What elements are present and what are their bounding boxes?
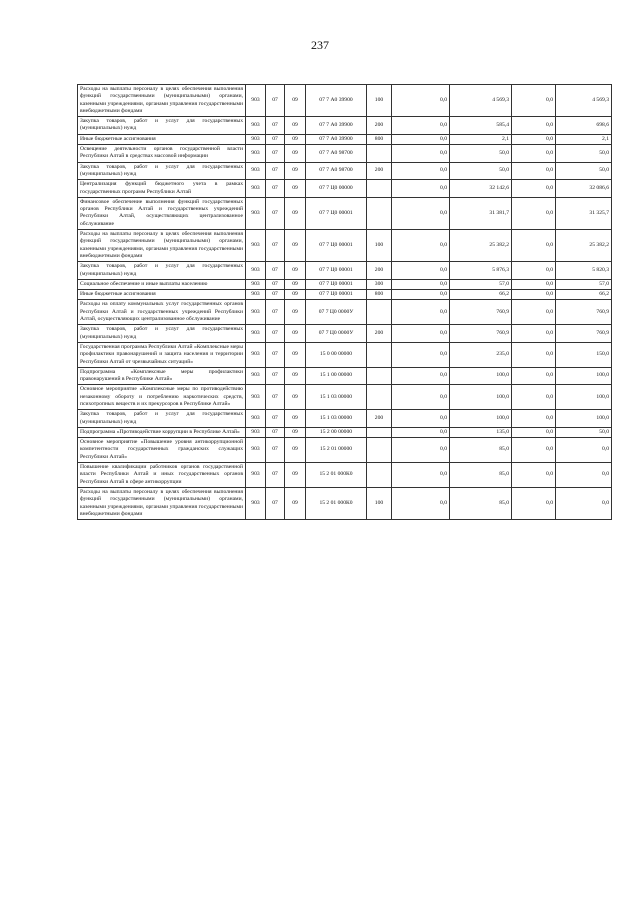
expense-type-cell: 800 (367, 134, 392, 144)
amount-2-cell: 85,0 (450, 463, 512, 488)
amount-1-cell: 0,0 (392, 262, 450, 280)
table-row (78, 385, 612, 410)
amount-3-cell: 0,0 (512, 438, 556, 463)
expense-name-cell: Основное мероприятие «Комплексные меры по противодействию незаконному обороту и потреблению наркотических средств, психотропных веществ и их прекурсоров в Республике Алтай» (78, 385, 246, 410)
section-code-cell: 07 (266, 134, 285, 144)
amount-2-cell: 760,9 (450, 325, 512, 343)
amount-4-cell: 25 382,2 (556, 230, 612, 262)
amount-2-cell: 100,0 (450, 410, 512, 428)
section-code-cell: 07 (266, 300, 285, 325)
target-article-cell: 07 7 Ц0 00001 (306, 290, 367, 300)
target-article-cell: 15 1 03 00000 (306, 385, 367, 410)
expense-type-cell (367, 367, 392, 385)
amount-4-cell: 760,9 (556, 325, 612, 343)
amount-1-cell: 0,0 (392, 487, 450, 519)
table-row (78, 117, 612, 135)
expense-name-cell: Государственная программа Республики Алтай «Комплексные меры профилактики правонарушений и защита населения и территории Республики Алтай от чрезвычайных ситуаций» (78, 342, 246, 367)
admin-code-cell: 903 (246, 117, 266, 135)
amount-2-cell: 585,4 (450, 117, 512, 135)
expense-type-cell (367, 197, 392, 229)
expense-type-cell: 100 (367, 85, 392, 117)
section-code-cell: 07 (266, 230, 285, 262)
amount-4-cell: 0,0 (556, 463, 612, 488)
section-code-cell: 07 (266, 290, 285, 300)
amount-3-cell: 0,0 (512, 342, 556, 367)
amount-2-cell: 31 381,7 (450, 197, 512, 229)
expense-type-cell (367, 300, 392, 325)
expense-name-cell: Подпрограмма «Противодействие коррупции в Республике Алтай» (78, 427, 246, 437)
subsection-code-cell: 09 (285, 300, 306, 325)
table-row (78, 180, 612, 198)
amount-3-cell: 0,0 (512, 367, 556, 385)
amount-3-cell: 0,0 (512, 145, 556, 163)
section-code-cell: 07 (266, 385, 285, 410)
amount-4-cell: 31 325,7 (556, 197, 612, 229)
admin-code-cell: 903 (246, 487, 266, 519)
expense-type-cell: 300 (367, 279, 392, 289)
table-row (78, 145, 612, 163)
subsection-code-cell: 09 (285, 145, 306, 163)
expense-name-cell: Расходы на выплаты персоналу в целях обеспечения выполнения функций государственными (муниципальными) органами, казенными учреждениями, органами управления государственными внебюджетными фондами (78, 230, 246, 262)
section-code-cell: 07 (266, 180, 285, 198)
table-row (78, 410, 612, 428)
subsection-code-cell: 09 (285, 342, 306, 367)
admin-code-cell: 903 (246, 342, 266, 367)
amount-1-cell: 0,0 (392, 463, 450, 488)
target-article-cell: 15 2 00 00000 (306, 427, 367, 437)
expense-name-cell: Закупка товаров, работ и услуг для государственных (муниципальных) нужд (78, 117, 246, 135)
admin-code-cell: 903 (246, 262, 266, 280)
subsection-code-cell: 09 (285, 410, 306, 428)
table-row (78, 367, 612, 385)
subsection-code-cell: 09 (285, 180, 306, 198)
amount-2-cell: 32 142,6 (450, 180, 512, 198)
amount-3-cell: 0,0 (512, 279, 556, 289)
table-row (78, 325, 612, 343)
amount-3-cell: 0,0 (512, 487, 556, 519)
section-code-cell: 07 (266, 279, 285, 289)
target-article-cell: 15 2 01 000К0 (306, 487, 367, 519)
admin-code-cell: 903 (246, 230, 266, 262)
admin-code-cell: 903 (246, 325, 266, 343)
amount-3-cell: 0,0 (512, 180, 556, 198)
expense-type-cell: 200 (367, 325, 392, 343)
amount-3-cell: 0,0 (512, 427, 556, 437)
amount-3-cell: 0,0 (512, 410, 556, 428)
subsection-code-cell: 09 (285, 367, 306, 385)
subsection-code-cell: 09 (285, 134, 306, 144)
budget-table (77, 84, 612, 520)
expense-type-cell (367, 385, 392, 410)
expense-type-cell (367, 342, 392, 367)
subsection-code-cell: 09 (285, 463, 306, 488)
admin-code-cell: 903 (246, 279, 266, 289)
expense-type-cell (367, 463, 392, 488)
table-row (78, 300, 612, 325)
expense-name-cell: Централизация функций бюджетного учета в рамках государственных программ Республики Алтай (78, 180, 246, 198)
amount-4-cell: 760,9 (556, 300, 612, 325)
amount-1-cell: 0,0 (392, 427, 450, 437)
expense-type-cell: 200 (367, 262, 392, 280)
admin-code-cell: 903 (246, 197, 266, 229)
table-row (78, 463, 612, 488)
admin-code-cell: 903 (246, 145, 266, 163)
amount-2-cell: 100,0 (450, 385, 512, 410)
amount-3-cell: 0,0 (512, 117, 556, 135)
expense-type-cell: 200 (367, 162, 392, 180)
expense-name-cell: Закупка товаров, работ и услуг для государственных (муниципальных) нужд (78, 162, 246, 180)
table-row (78, 197, 612, 229)
amount-1-cell: 0,0 (392, 85, 450, 117)
amount-1-cell: 0,0 (392, 197, 450, 229)
amount-4-cell: 50,0 (556, 145, 612, 163)
section-code-cell: 07 (266, 117, 285, 135)
target-article-cell: 07 7 А0 39900 (306, 85, 367, 117)
table-row (78, 427, 612, 437)
expense-name-cell: Закупка товаров, работ и услуг для государственных (муниципальных) нужд (78, 262, 246, 280)
expense-name-cell: Социальное обеспечение и иные выплаты населению (78, 279, 246, 289)
amount-3-cell: 0,0 (512, 385, 556, 410)
table-row (78, 162, 612, 180)
amount-3-cell: 0,0 (512, 300, 556, 325)
amount-1-cell: 0,0 (392, 300, 450, 325)
table-row (78, 438, 612, 463)
expense-type-cell: 200 (367, 117, 392, 135)
subsection-code-cell: 09 (285, 427, 306, 437)
amount-1-cell: 0,0 (392, 385, 450, 410)
budget-table-body (78, 85, 612, 520)
expense-type-cell (367, 427, 392, 437)
amount-1-cell: 0,0 (392, 290, 450, 300)
expense-type-cell (367, 180, 392, 198)
section-code-cell: 07 (266, 145, 285, 163)
table-row (78, 290, 612, 300)
amount-4-cell: 50,0 (556, 427, 612, 437)
table-row (78, 85, 612, 117)
amount-4-cell: 57,0 (556, 279, 612, 289)
amount-4-cell: 698,6 (556, 117, 612, 135)
table-row (78, 279, 612, 289)
subsection-code-cell: 09 (285, 85, 306, 117)
amount-2-cell: 50,0 (450, 145, 512, 163)
amount-4-cell: 32 086,6 (556, 180, 612, 198)
expense-type-cell: 100 (367, 230, 392, 262)
section-code-cell: 07 (266, 427, 285, 437)
subsection-code-cell: 09 (285, 325, 306, 343)
amount-2-cell: 50,0 (450, 162, 512, 180)
admin-code-cell: 903 (246, 134, 266, 144)
expense-name-cell: Иные бюджетные ассигнования (78, 290, 246, 300)
amount-4-cell: 0,0 (556, 487, 612, 519)
target-article-cell: 07 7 Ц0 0000У (306, 300, 367, 325)
expense-name-cell: Финансовое обеспечение выполнения функций государственных органов Республики Алтай и государственных учреждений Республики Алтай, осуществляющих централизованное обслуживание (78, 197, 246, 229)
amount-2-cell: 66,2 (450, 290, 512, 300)
subsection-code-cell: 09 (285, 162, 306, 180)
target-article-cell: 07 7 Ц0 0000У (306, 325, 367, 343)
amount-2-cell: 5 876,3 (450, 262, 512, 280)
target-article-cell: 07 7 Ц0 00001 (306, 262, 367, 280)
target-article-cell: 07 7 А0 39900 (306, 117, 367, 135)
section-code-cell: 07 (266, 85, 285, 117)
target-article-cell: 07 7 А0 39900 (306, 134, 367, 144)
subsection-code-cell: 09 (285, 197, 306, 229)
amount-3-cell: 0,0 (512, 325, 556, 343)
admin-code-cell: 903 (246, 290, 266, 300)
amount-4-cell: 50,0 (556, 162, 612, 180)
target-article-cell: 15 2 01 00000 (306, 438, 367, 463)
table-row (78, 262, 612, 280)
amount-3-cell: 0,0 (512, 230, 556, 262)
amount-1-cell: 0,0 (392, 342, 450, 367)
expense-name-cell: Закупка товаров, работ и услуг для государственных (муниципальных) нужд (78, 410, 246, 428)
amount-4-cell: 0,0 (556, 438, 612, 463)
target-article-cell: 07 7 Ц0 00000 (306, 180, 367, 198)
expense-name-cell: Основное мероприятие «Повышение уровня антикоррупционной компетентности государственных гражданских служащих Республики Алтай» (78, 438, 246, 463)
target-article-cell: 07 7 Ц0 00001 (306, 230, 367, 262)
expense-name-cell: Освещение деятельности органов государственной власти Республики Алтай в средствах массовой информации (78, 145, 246, 163)
admin-code-cell: 903 (246, 162, 266, 180)
subsection-code-cell: 09 (285, 230, 306, 262)
amount-4-cell: 100,0 (556, 367, 612, 385)
subsection-code-cell: 09 (285, 262, 306, 280)
expense-name-cell: Закупка товаров, работ и услуг для государственных (муниципальных) нужд (78, 325, 246, 343)
amount-4-cell: 2,1 (556, 134, 612, 144)
amount-1-cell: 0,0 (392, 134, 450, 144)
table-row (78, 342, 612, 367)
expense-name-cell: Подпрограмма «Комплексные меры профилактики правонарушений в Республике Алтай» (78, 367, 246, 385)
expense-type-cell: 100 (367, 487, 392, 519)
table-row (78, 230, 612, 262)
subsection-code-cell: 09 (285, 438, 306, 463)
amount-2-cell: 760,9 (450, 300, 512, 325)
amount-2-cell: 135,0 (450, 427, 512, 437)
expense-name-cell: Расходы на выплаты персоналу в целях обеспечения выполнения функций государственными (муниципальными) органами, казенными учреждениями, органами управления государственными внебюджетными фондами (78, 85, 246, 117)
amount-4-cell: 150,0 (556, 342, 612, 367)
section-code-cell: 07 (266, 438, 285, 463)
admin-code-cell: 903 (246, 367, 266, 385)
amount-1-cell: 0,0 (392, 279, 450, 289)
amount-1-cell: 0,0 (392, 438, 450, 463)
section-code-cell: 07 (266, 262, 285, 280)
expense-name-cell: Расходы на выплаты персоналу в целях обеспечения выполнения функций государственными (муниципальными) органами, казенными учреждениями, органами управления государственными внебюджетными фондами (78, 487, 246, 519)
amount-4-cell: 100,0 (556, 410, 612, 428)
amount-1-cell: 0,0 (392, 180, 450, 198)
expense-type-cell (367, 438, 392, 463)
target-article-cell: 07 7 А0 98700 (306, 145, 367, 163)
amount-3-cell: 0,0 (512, 85, 556, 117)
admin-code-cell: 903 (246, 385, 266, 410)
section-code-cell: 07 (266, 162, 285, 180)
amount-1-cell: 0,0 (392, 367, 450, 385)
amount-1-cell: 0,0 (392, 325, 450, 343)
amount-1-cell: 0,0 (392, 117, 450, 135)
section-code-cell: 07 (266, 367, 285, 385)
amount-2-cell: 85,0 (450, 438, 512, 463)
amount-3-cell: 0,0 (512, 134, 556, 144)
subsection-code-cell: 09 (285, 385, 306, 410)
table-row (78, 487, 612, 519)
admin-code-cell: 903 (246, 180, 266, 198)
amount-4-cell: 4 569,3 (556, 85, 612, 117)
admin-code-cell: 903 (246, 410, 266, 428)
target-article-cell: 07 7 Ц0 00001 (306, 279, 367, 289)
subsection-code-cell: 09 (285, 117, 306, 135)
subsection-code-cell: 09 (285, 290, 306, 300)
admin-code-cell: 903 (246, 427, 266, 437)
amount-3-cell: 0,0 (512, 162, 556, 180)
amount-3-cell: 0,0 (512, 262, 556, 280)
target-article-cell: 07 7 Ц0 00001 (306, 197, 367, 229)
amount-1-cell: 0,0 (392, 162, 450, 180)
page-number: 237 (311, 38, 329, 52)
amount-2-cell: 235,0 (450, 342, 512, 367)
target-article-cell: 15 2 01 000К0 (306, 463, 367, 488)
section-code-cell: 07 (266, 197, 285, 229)
expense-type-cell: 200 (367, 410, 392, 428)
expense-name-cell: Иные бюджетные ассигнования (78, 134, 246, 144)
amount-2-cell: 4 569,3 (450, 85, 512, 117)
admin-code-cell: 903 (246, 85, 266, 117)
admin-code-cell: 903 (246, 300, 266, 325)
amount-2-cell: 85,0 (450, 487, 512, 519)
expense-name-cell: Повышение квалификации работников органов государственной власти Республики Алтай и иных государственных органов Республики Алтай в сфере антикоррупции (78, 463, 246, 488)
section-code-cell: 07 (266, 410, 285, 428)
amount-2-cell: 2,1 (450, 134, 512, 144)
expense-type-cell (367, 145, 392, 163)
amount-3-cell: 0,0 (512, 197, 556, 229)
amount-3-cell: 0,0 (512, 290, 556, 300)
target-article-cell: 15 1 00 00000 (306, 367, 367, 385)
amount-1-cell: 0,0 (392, 230, 450, 262)
amount-2-cell: 100,0 (450, 367, 512, 385)
expense-type-cell: 800 (367, 290, 392, 300)
target-article-cell: 15 1 03 00000 (306, 410, 367, 428)
amount-4-cell: 100,0 (556, 385, 612, 410)
section-code-cell: 07 (266, 463, 285, 488)
admin-code-cell: 903 (246, 463, 266, 488)
section-code-cell: 07 (266, 325, 285, 343)
amount-2-cell: 57,0 (450, 279, 512, 289)
subsection-code-cell: 09 (285, 487, 306, 519)
admin-code-cell: 903 (246, 438, 266, 463)
section-code-cell: 07 (266, 342, 285, 367)
target-article-cell: 07 7 А0 98700 (306, 162, 367, 180)
amount-1-cell: 0,0 (392, 410, 450, 428)
expense-name-cell: Расходы на оплату коммунальных услуг государственных органов Республики Алтай и государственных учреждений Республики Алтай, осуществляющих централизованное обслуживание (78, 300, 246, 325)
amount-4-cell: 5 820,3 (556, 262, 612, 280)
amount-3-cell: 0,0 (512, 463, 556, 488)
amount-4-cell: 66,2 (556, 290, 612, 300)
section-code-cell: 07 (266, 487, 285, 519)
subsection-code-cell: 09 (285, 279, 306, 289)
amount-2-cell: 25 382,2 (450, 230, 512, 262)
target-article-cell: 15 0 00 00000 (306, 342, 367, 367)
table-row (78, 134, 612, 144)
amount-1-cell: 0,0 (392, 145, 450, 163)
